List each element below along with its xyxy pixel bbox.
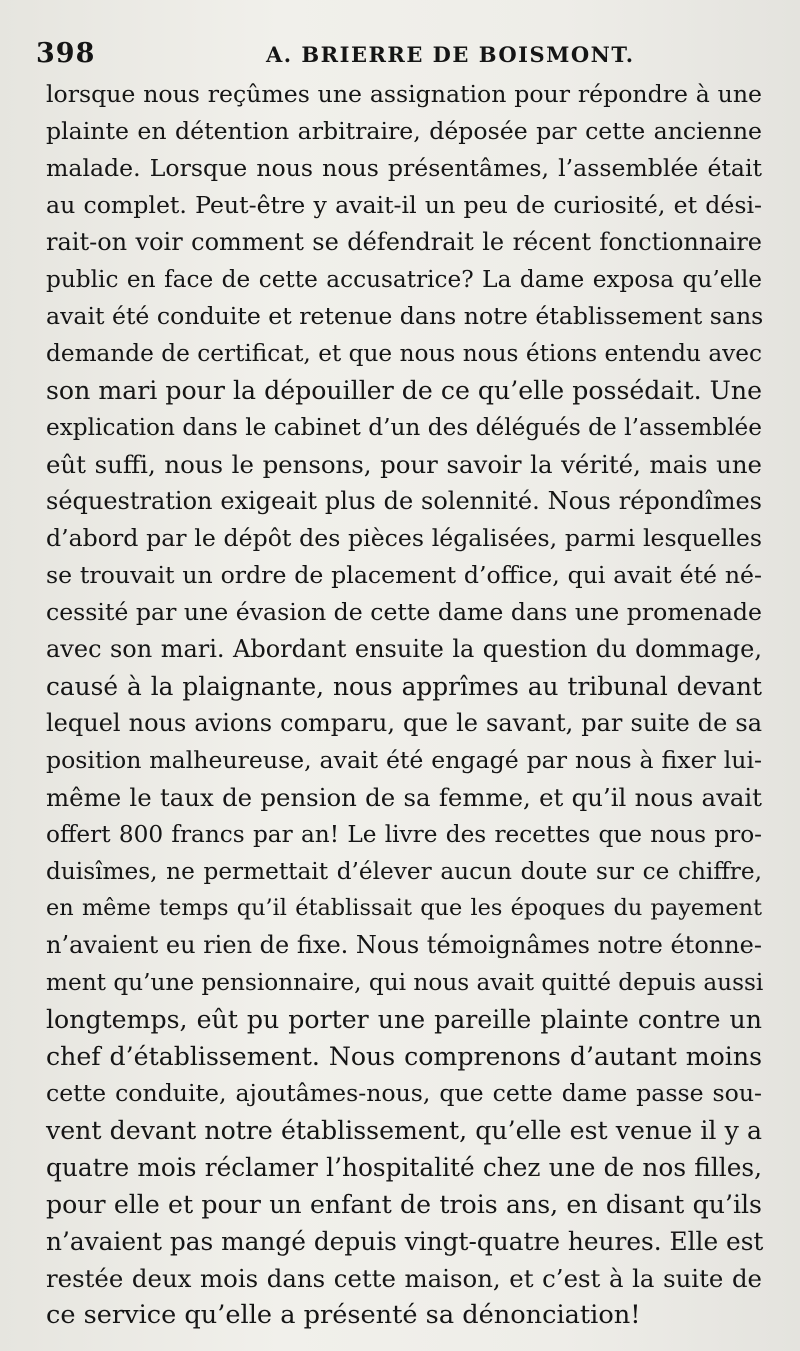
text-line: vent devant notre établissement, qu’elle est venue il y a [46, 1116, 762, 1145]
text-line: rait-on voir comment se défendrait le récent fonctionnaire [46, 228, 762, 256]
text-line: explication dans le cabinet d’un des délégués de l’assemblée [46, 414, 762, 441]
text-line: eût suffi, nous le pensons, pour savoir la vérité, mais une [46, 450, 762, 479]
text-line: position malheureuse, avait été engagé par nous à fixer lui- [46, 746, 762, 774]
page-header [36, 38, 760, 78]
text-line: offert 800 francs par an! Le livre des recettes que nous pro- [46, 821, 762, 848]
text-line: d’abord par le dépôt des pièces légalisées, parmi lesquelles [46, 524, 762, 552]
text-line: se trouvait un ordre de placement d’office, qui avait été né- [46, 561, 762, 589]
text-line: son mari pour la dépouiller de ce qu’elle possédait. Une [46, 376, 762, 405]
text-line: plainte en détention arbitraire, déposée par cette ancienne [46, 117, 762, 145]
text-line: cette conduite, ajoutâmes-nous, que cette dame passe sou- [46, 1079, 762, 1107]
text-line: même le taux de pension de sa femme, et qu’il nous avait [46, 783, 762, 812]
text-line: n’avaient eu rien de fixe. Nous témoignâmes notre étonne- [46, 931, 762, 959]
text-line: longtemps, eût pu porter une pareille plainte contre un [46, 1005, 762, 1034]
text-line: séquestration exigeait plus de solennité. Nous répondîmes [46, 487, 762, 515]
text-line: malade. Lorsque nous nous présentâmes, l’assemblée était [46, 154, 762, 182]
text-line: lequel nous avions comparu, que le savant, par suite de sa [46, 709, 762, 737]
running-head: A. BRIERRE DE BOISMONT. [266, 42, 635, 67]
text-line: restée deux mois dans cette maison, et c’est à la suite de [46, 1264, 762, 1293]
text-line: en même temps qu’il établissait que les époques du payement [46, 895, 762, 921]
text-line: pour elle et pour un enfant de trois ans, en disant qu’ils [46, 1190, 762, 1219]
text-line: cessité par une évasion de cette dame dans une promenade [46, 598, 762, 626]
body-text [46, 76, 762, 1334]
text-line: n’avaient pas mangé depuis vingt-quatre heures. Elle est [46, 1227, 764, 1256]
text-line: demande de certificat, et que nous nous étions entendu avec [46, 340, 762, 367]
text-line: quatre mois réclamer l’hospitalité chez une de nos filles, [46, 1153, 762, 1182]
text-line: ce service qu’elle a présenté sa dénonciation! [46, 1300, 641, 1330]
text-line: avait été conduite et retenue dans notre établissement sans [46, 302, 764, 330]
text-line: lorsque nous reçûmes une assignation pour répondre à une [46, 80, 762, 108]
page-number: 398 [36, 38, 96, 69]
text-line: duisîmes, ne permettait d’élever aucun doute sur ce chiffre, [46, 858, 762, 885]
text-line: avec son mari. Abordant ensuite la question du dommage, [46, 635, 762, 663]
text-line: causé à la plaignante, nous apprîmes au tribunal devant [46, 672, 762, 701]
text-line: chef d’établissement. Nous comprenons d’autant moins [46, 1042, 762, 1071]
text-line: ment qu’une pensionnaire, qui nous avait quitté depuis aussi [46, 969, 764, 996]
text-line: au complet. Peut-être y avait-il un peu de curiosité, et dési- [46, 191, 762, 219]
text-line: public en face de cette accusatrice? La dame exposa qu’elle [46, 266, 762, 293]
